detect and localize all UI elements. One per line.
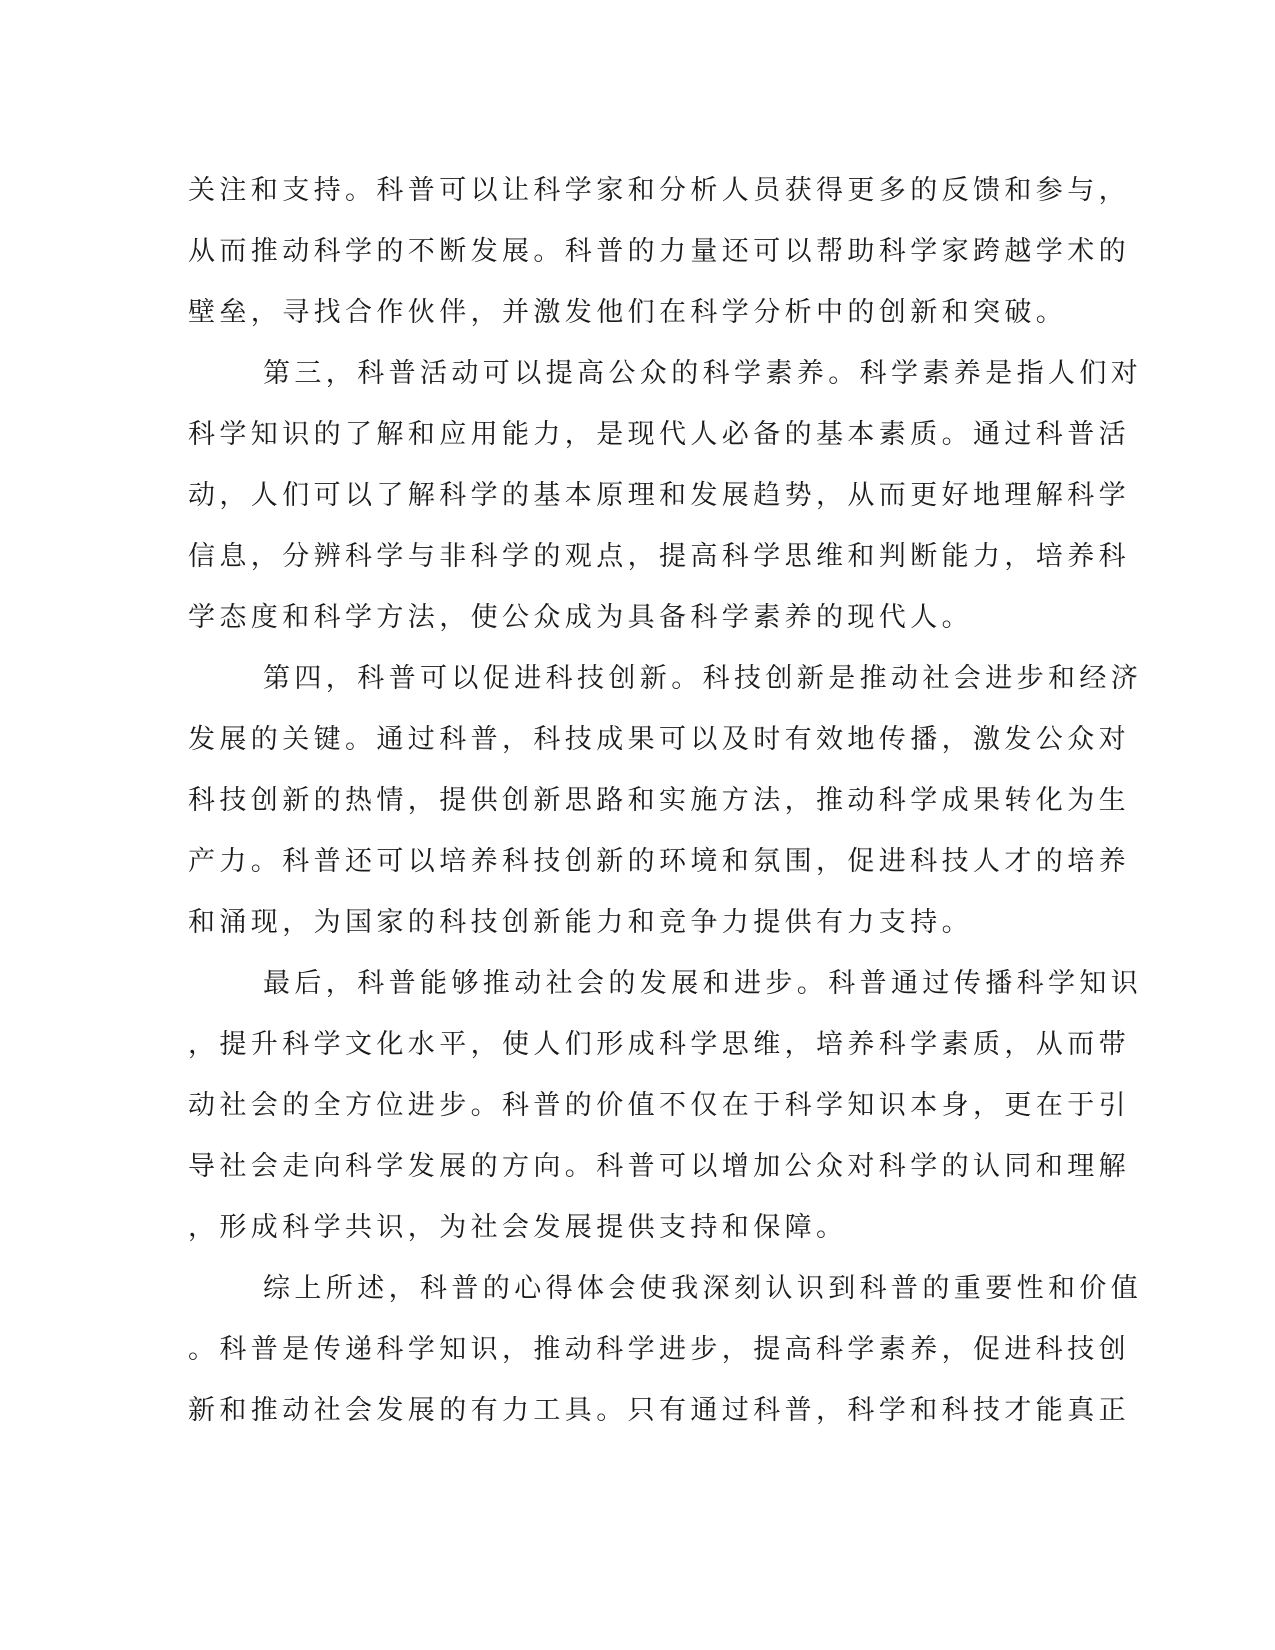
text-line: 动社会的全方位进步。科普的价值不仅在于科学知识本身，更在于引 <box>188 1090 1130 1121</box>
text-line: 信息，分辨科学与非科学的观点，提高科学思维和判断能力，培养科 <box>188 541 1130 572</box>
text-line: 发展的关键。通过科普，科技成果可以及时有效地传播，激发公众对 <box>188 724 1130 755</box>
text-line: 从而推动科学的不断发展。科普的力量还可以帮助科学家跨越学术的 <box>188 236 1130 267</box>
paragraph-5 <box>188 1258 1143 1441</box>
text-line: 壁垒，寻找合作伙伴，并激发他们在科学分析中的创新和突破。 <box>188 297 1068 328</box>
text-line: 关注和支持。科普可以让科学家和分析人员获得更多的反馈和参与， <box>188 175 1130 206</box>
paragraph-4 <box>188 953 1143 1258</box>
text-line: 动，人们可以了解科学的基本原理和发展趋势，从而更好地理解科学 <box>188 480 1130 511</box>
paragraph-2 <box>188 343 1143 648</box>
text-line: 第三，科普活动可以提高公众的科学素养。科学素养是指人们对 <box>263 358 1143 389</box>
text-line: 综上所述，科普的心得体会使我深刻认识到科普的重要性和价值 <box>263 1273 1143 1304</box>
text-line: 和涌现，为国家的科技创新能力和竞争力提供有力支持。 <box>188 907 973 938</box>
text-line: 导社会走向科学发展的方向。科普可以增加公众对科学的认同和理解 <box>188 1151 1130 1182</box>
text-line: 第四，科普可以促进科技创新。科技创新是推动社会进步和经济 <box>263 663 1143 694</box>
text-line: 。科普是传递科学知识，推动科学进步，提高科学素养，促进科技创 <box>188 1334 1130 1365</box>
body-text <box>188 160 1143 1441</box>
text-line: 学态度和科学方法，使公众成为具备科学素养的现代人。 <box>188 602 973 633</box>
text-line: ，提升科学文化水平，使人们形成科学思维，培养科学素质，从而带 <box>188 1029 1130 1060</box>
text-line: ，形成科学共识，为社会发展提供支持和保障。 <box>188 1212 848 1243</box>
paragraph-1 <box>188 160 1130 343</box>
paragraph-3 <box>188 648 1143 953</box>
text-line: 产力。科普还可以培养科技创新的环境和氛围，促进科技人才的培养 <box>188 846 1130 877</box>
text-line: 科技创新的热情，提供创新思路和实施方法，推动科学成果转化为生 <box>188 785 1130 816</box>
text-line: 新和推动社会发展的有力工具。只有通过科普，科学和科技才能真正 <box>188 1395 1130 1426</box>
text-line: 科学知识的了解和应用能力，是现代人必备的基本素质。通过科普活 <box>188 419 1130 450</box>
text-line: 最后，科普能够推动社会的发展和进步。科普通过传播科学知识 <box>263 968 1143 999</box>
